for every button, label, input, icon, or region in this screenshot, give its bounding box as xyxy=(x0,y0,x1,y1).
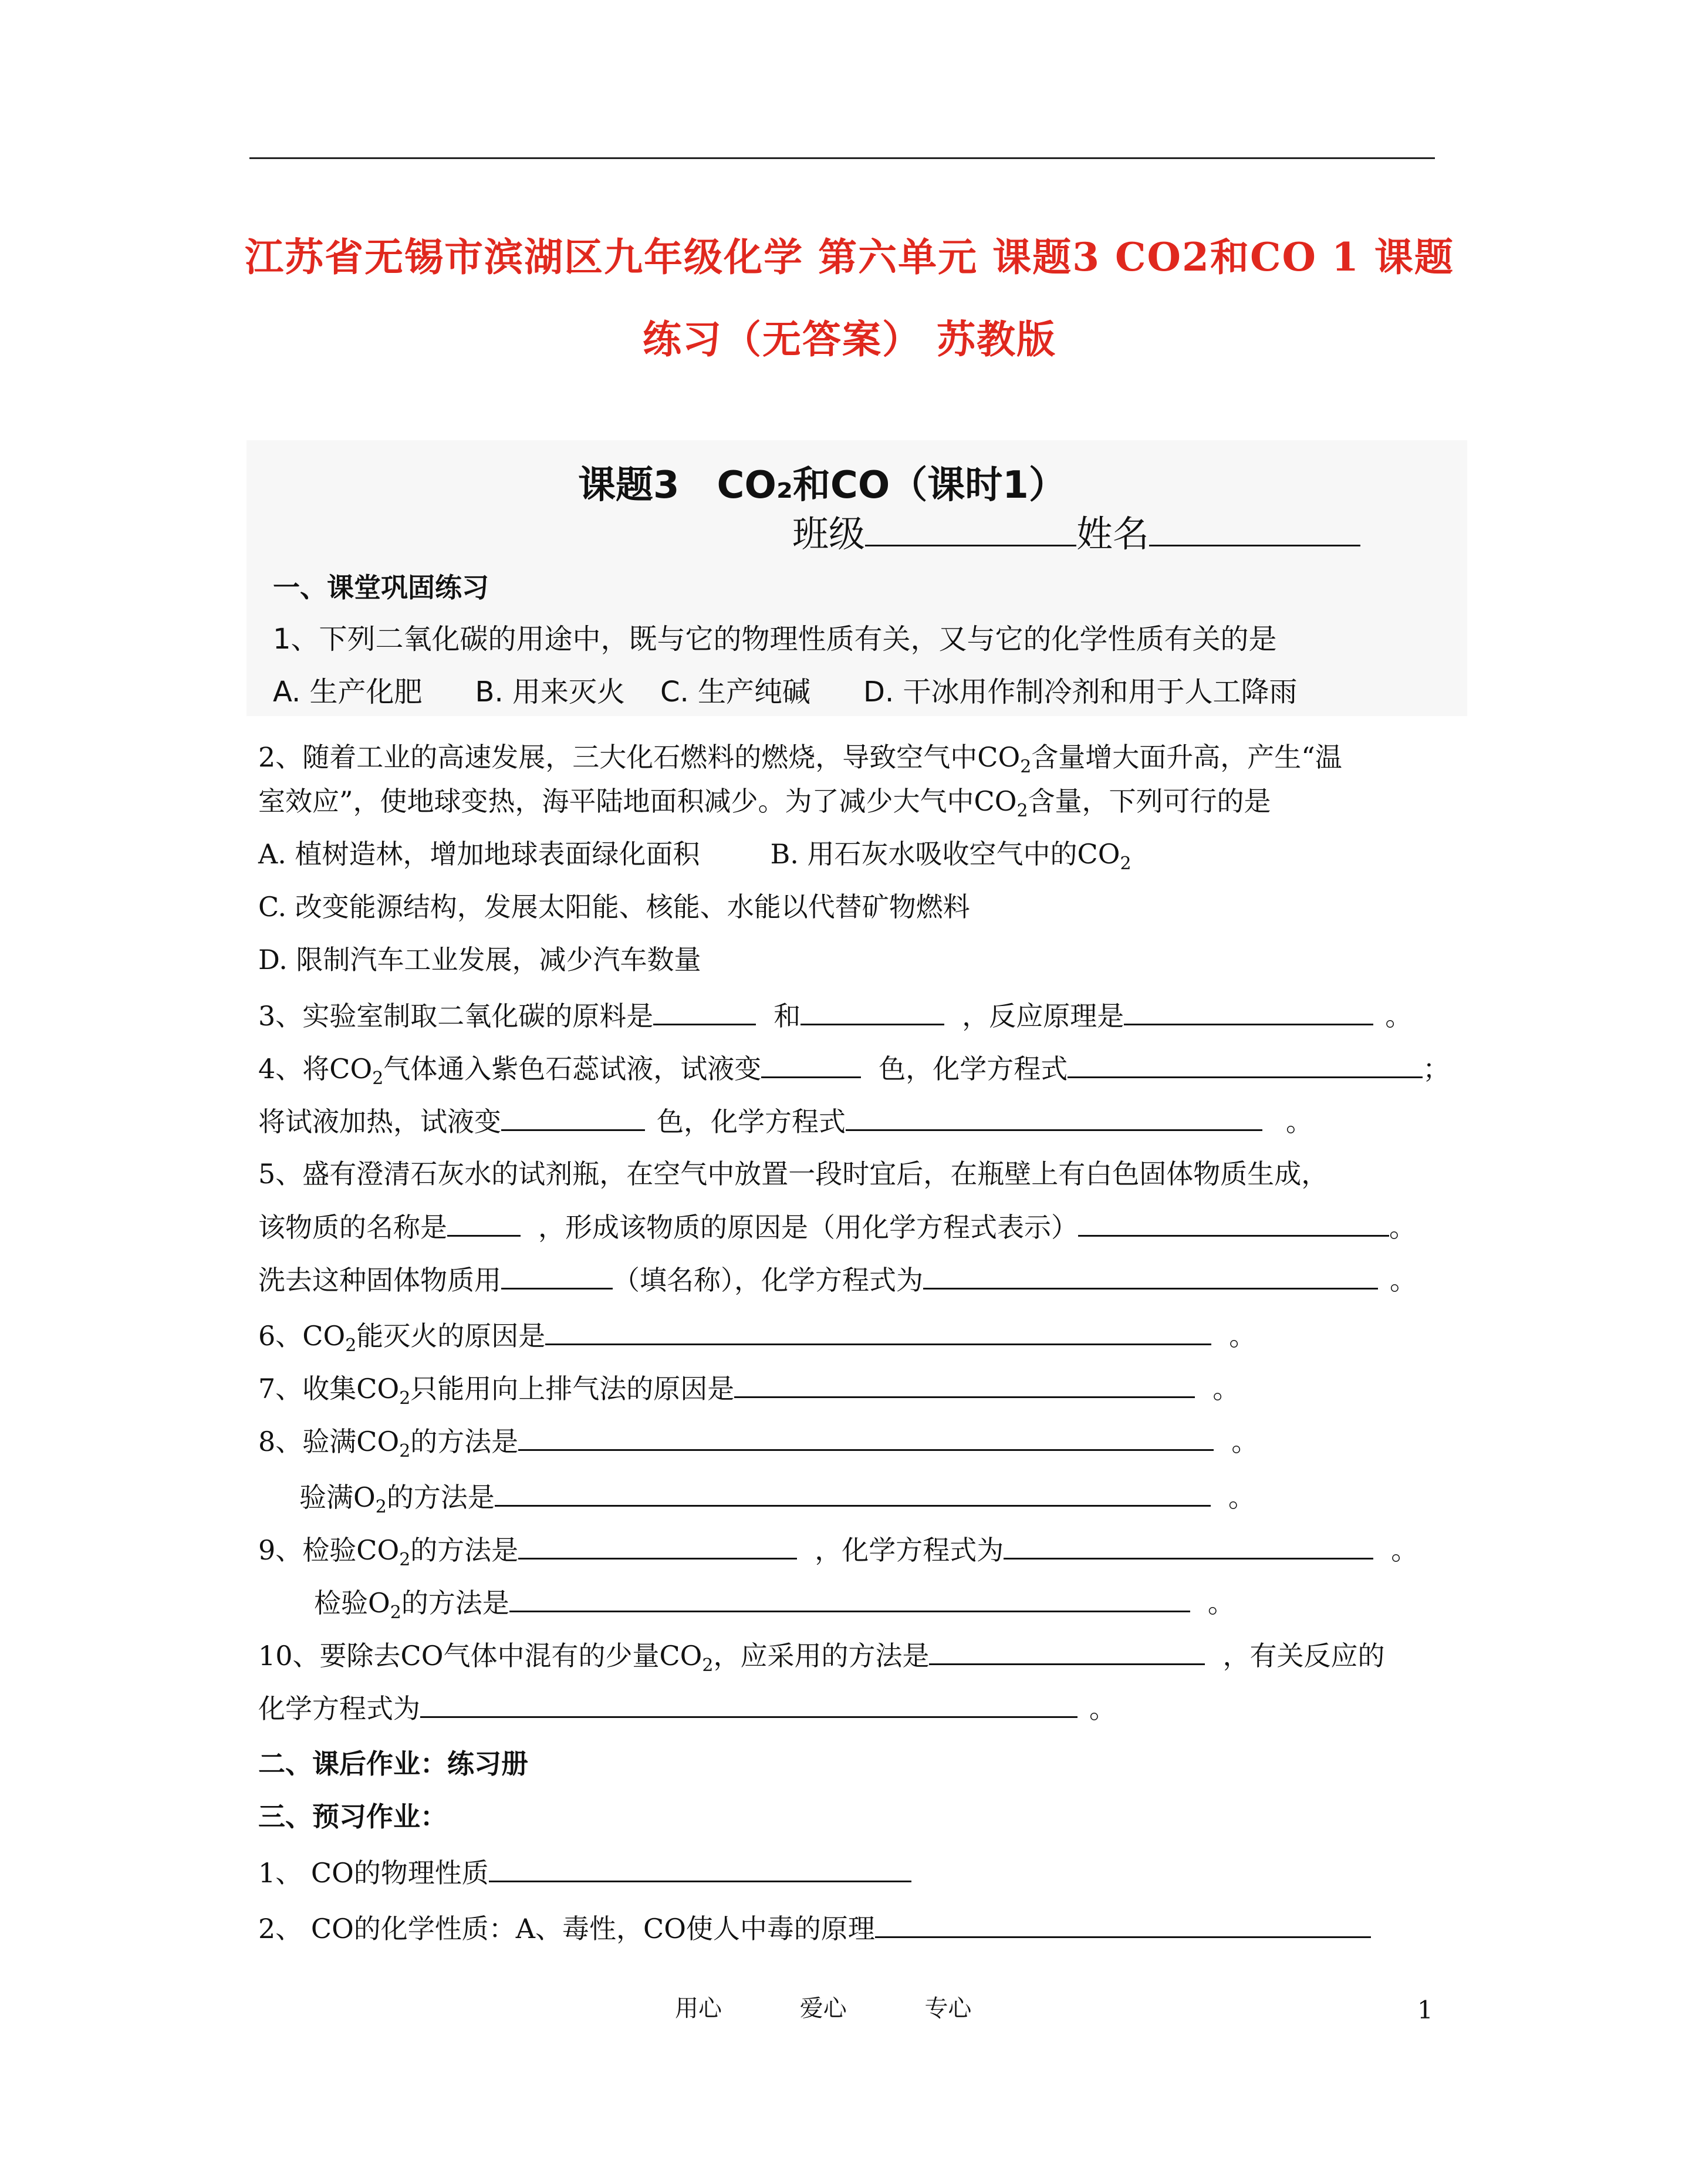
question-9-line1: 9、检验$CO_2$的方法是 ，化学方程式为 。 xyxy=(258,1532,1418,1578)
question-6: 6、$CO_2$能灭火的原因是 。 xyxy=(258,1318,1256,1363)
question-5-line2: 该物质的名称是 ，形成该物质的原因是（用化学方程式表示） 。 xyxy=(258,1209,1416,1245)
question-1-options xyxy=(273,669,1298,710)
q7-blank xyxy=(734,1371,1195,1398)
question-8-line1: 8、验满$CO_2$的方法是 。 xyxy=(258,1423,1258,1469)
q8-blank-1 xyxy=(518,1423,1214,1451)
q1-option-a: A. 生产化肥 xyxy=(273,676,423,708)
q2-option-b: B. 用石灰水吸收空气中的CO xyxy=(770,838,1120,870)
q5-blank-1 xyxy=(447,1209,521,1237)
q1-option-c: C. 生产纯碱 xyxy=(660,676,811,708)
q1-option-d: D. 干冰用作制冷剂和用于人工降雨 xyxy=(863,676,1298,708)
question-3: 3、实验室制取二氧化碳的原料是 和 ，反应原理是 。 xyxy=(258,998,1412,1034)
q1-option-b: B. 用来灭火 xyxy=(475,676,625,708)
footer-motto xyxy=(675,1990,1042,2023)
q5-blank-2 xyxy=(1078,1209,1389,1237)
question-2-line2: 室效应”，使地球变热，海平陆地面积减少。为了减少大气中$CO_2$含量，下列可行的是 xyxy=(258,785,1271,822)
question-2-line1: 2、随着工业的高速发展，三大化石燃料的燃烧，导致空气中$CO_2$含量增大面升高，产生“温 xyxy=(258,741,1342,778)
q10-blank-1 xyxy=(929,1638,1205,1665)
q10-blank-2 xyxy=(420,1690,1078,1718)
q2-option-c: C. 改变能源结构，发展太阳能、核能、水能以代替矿物燃料 xyxy=(258,891,970,923)
footer-item: 专心 xyxy=(924,1995,972,2022)
q9-blank-3 xyxy=(509,1585,1190,1612)
document-title-line2: 练习（无答案） 苏教版 xyxy=(643,316,1056,362)
question-9-line2: 检验$O_2$的方法是 。 xyxy=(314,1585,1235,1631)
q4-blank-1 xyxy=(761,1051,861,1078)
q2-option-d: D. 限制汽车工业发展，减少汽车数量 xyxy=(258,944,701,975)
q3-blank-1 xyxy=(653,998,756,1025)
class-blank xyxy=(865,519,1076,546)
page-number: 1 xyxy=(1417,1996,1433,2024)
footer-item: 爱心 xyxy=(799,1995,847,2022)
q3-blank-2 xyxy=(800,998,944,1025)
name-blank xyxy=(1149,519,1360,546)
section3-heading: 三、预习作业： xyxy=(258,1801,447,1832)
question-5-line3: 洗去这种固体物质用 （填名称），化学方程式为 。 xyxy=(258,1262,1417,1298)
question-10-line2: 化学方程式为 。 xyxy=(258,1690,1116,1726)
question-4-line2: 将试液加热，试液变 色，化学方程式 。 xyxy=(258,1103,1313,1139)
q8-blank-2 xyxy=(495,1479,1211,1507)
q4-blank-4 xyxy=(846,1103,1262,1131)
document-title-line1: 江苏省无锡市滨湖区九年级化学 第六单元 课题3 CO2和CO 1 课题 xyxy=(245,234,1454,280)
q5-blank-4 xyxy=(923,1262,1378,1290)
question-4-line1: 4、将$CO_2$气体通入紫色石蕊试液，试液变 色，化学方程式 ； xyxy=(258,1051,1450,1096)
header-rule xyxy=(249,157,1435,159)
scanned-exercise-header xyxy=(246,440,1467,716)
question-5-line1: 5、盛有澄清石灰水的试剂瓶，在空气中放置一段时宜后，在瓶壁上有白色固体物质生成， xyxy=(258,1158,1329,1190)
q6-blank xyxy=(545,1318,1211,1345)
question-10-line1: 10、要除去CO气体中混有的少量$CO_2$，应采用的方法是 ，有关反应的 xyxy=(258,1638,1384,1683)
p1-blank xyxy=(489,1855,911,1882)
question-1: 1、下列二氧化碳的用途中，既与它的物理性质有关，又与它的化学性质有关的是 xyxy=(273,623,1277,656)
question-8-line2: 验满$O_2$的方法是 。 xyxy=(299,1479,1255,1525)
q5-blank-3 xyxy=(501,1262,613,1290)
question-2-options-ab: A. 植树造林，增加地球表面绿化面积 B. 用石灰水吸收空气中的$CO_2$ xyxy=(258,838,1131,875)
footer-item: 用心 xyxy=(675,1995,722,2022)
q3-blank-3 xyxy=(1124,998,1373,1025)
question-7: 7、收集$CO_2$只能用向上排气法的原因是 。 xyxy=(258,1371,1239,1416)
class-label: 班级 xyxy=(792,512,866,555)
lesson-heading: 课题3 CO₂和CO（课时1） xyxy=(578,464,1066,507)
name-label: 姓名 xyxy=(1076,512,1150,555)
preview-1: 1、 CO的物理性质 xyxy=(258,1855,911,1891)
q4-blank-2 xyxy=(1068,1051,1423,1078)
q2-option-a: A. 植树造林，增加地球表面绿化面积 xyxy=(258,838,700,870)
section1-heading: 一、课堂巩固练习 xyxy=(273,572,489,603)
section2-heading: 二、课后作业：练习册 xyxy=(258,1748,528,1780)
q4-blank-3 xyxy=(501,1103,645,1131)
q9-blank-2 xyxy=(1004,1532,1373,1559)
class-name-row xyxy=(792,505,1360,557)
preview-2: 2、 CO的化学性质：A、毒性，CO使人中毒的原理 xyxy=(258,1910,1371,1946)
q9-blank-1 xyxy=(518,1532,797,1559)
p2-blank xyxy=(875,1910,1371,1938)
